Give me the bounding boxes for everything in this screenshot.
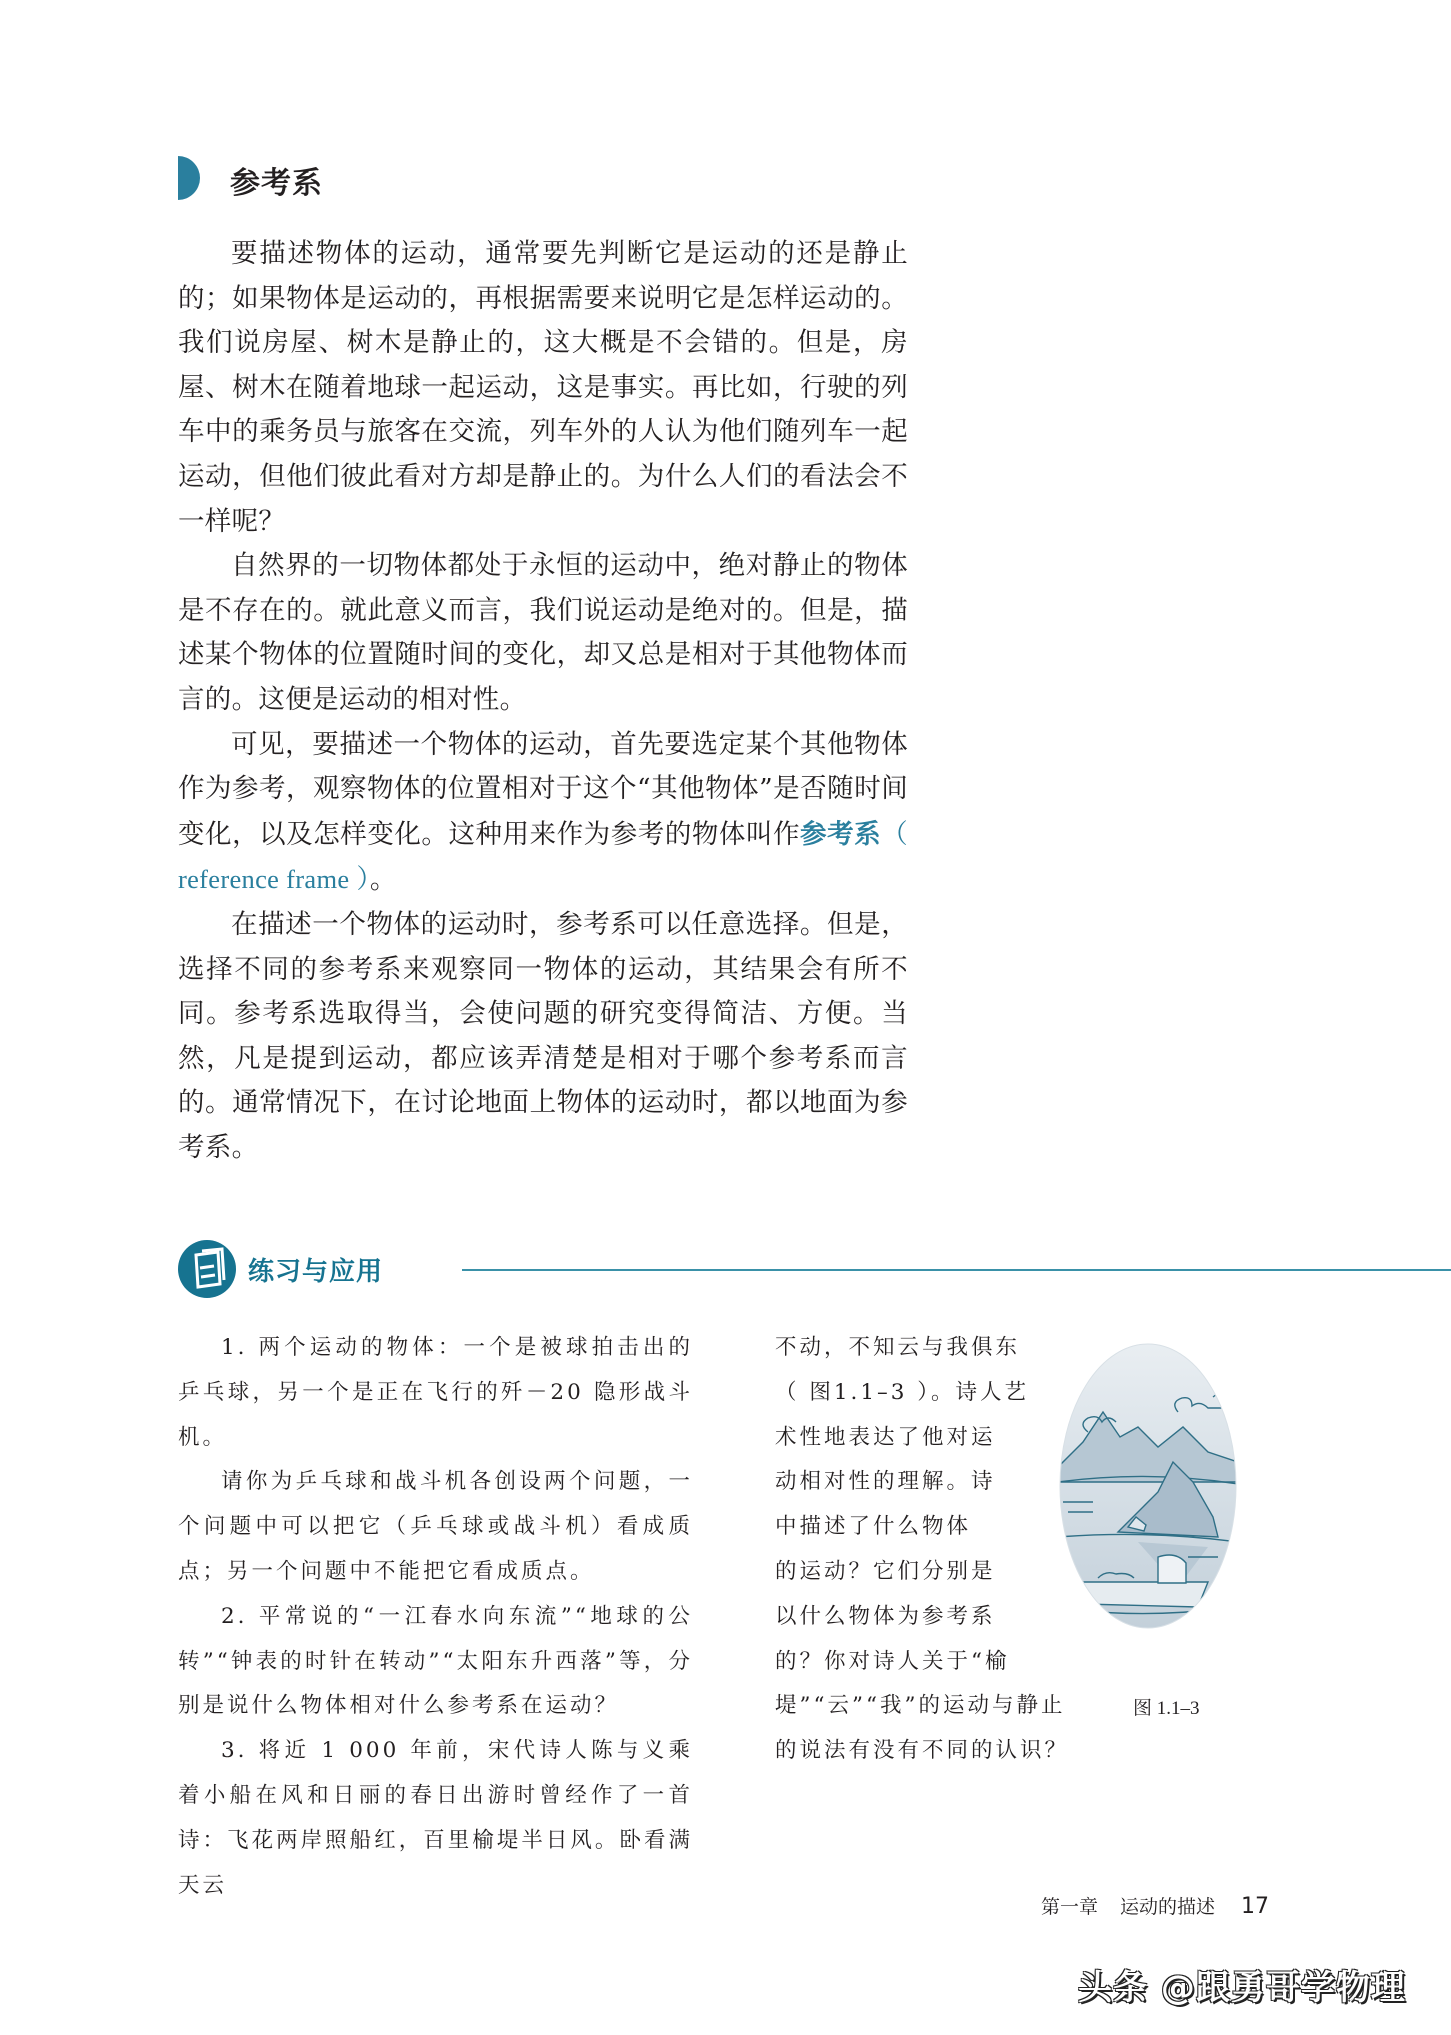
key-term: 参考系 [800,818,882,850]
exercise-column-left [178,1326,693,1908]
exercise-title: 练习与应用 [248,1256,384,1287]
paragraph-definition [178,723,908,903]
heading-divider [462,1269,1451,1271]
question-3-line: 堤”“云”“我”的运动与静止 [775,1693,1066,1719]
page-footer [1041,1892,1269,1919]
paragraph-text: 可见，要描述一个物体的运动，首先要选定某个其他物体作为参考，观察物体的位置相对于这个“其他物体”是否随时间变化，以及怎样变化。这种用来作为参考的物体叫作 [178,728,908,850]
key-term-english: （ reference frame ） [178,818,908,895]
question-3-line: 的说法有没有不同的认识？ [775,1738,1070,1764]
section-marker-icon [178,156,200,200]
punctuation: 。 [369,864,397,896]
section-body [178,232,908,1170]
question-3-line: 以什么物体为参考系 [775,1603,996,1629]
section-title: 参考系 [230,166,323,201]
question-3: 3. 将近 1 000 年前，宋代诗人陈与义乘着小船在风和日丽的春日出游时曾经作了一首诗：飞花两岸照船红，百里榆堤半日风。卧看满天云 [178,1738,693,1898]
paragraph: 要描述物体的运动，通常要先判断它是运动的还是静止的；如果物体是运动的，再根据需要来说明它是怎样运动的。我们说房屋、树木是静止的，这大概是不会错的。但是，房屋、树木在随着地球一起运动，这是事实。再比如，行驶的列车中的乘务员与旅客在交流，列车外的人认为他们随列车一起运动，但他们彼此看对方却是静止的。为什么人们的看法会不一样呢？ [178,238,908,537]
question-3-line: 术性地表达了他对运 [775,1424,996,1450]
paragraph: 在描述一个物体的运动时，参考系可以任意选择。但是，选择不同的参考系来观察同一物体的运动，其结果会有所不同。参考系选取得当，会使问题的研究变得简洁、方便。当然，凡是提到运动，都应该弄清楚是相对于哪个参考系而言的。通常情况下，在讨论地面上物体的运动时，都以地面为参考系。 [178,908,908,1163]
question-2: 2. 平常说的“一江春水向东流”“地球的公转”“钟表的时针在转动”“太阳东升西落”等，分别是说什么物体相对什么参考系在运动？ [178,1603,693,1719]
exercise-heading [178,1240,383,1298]
question-3-line: 不动，不知云与我俱东 [775,1335,1021,1360]
question-1-prompt: 请你为乒乓球和战斗机各创设两个问题，一个问题中可以把它（乒乓球或战斗机）看成质点；另一个问题中不能把它看成质点。 [178,1469,693,1584]
question-1: 1. 两个运动的物体：一个是被球拍击出的乒乓球，另一个是正在飞行的歼－20 隐形战斗机。 [178,1335,693,1450]
question-3-line: （ 图1.1–3 ）。诗人艺 [775,1379,1030,1405]
chapter-label: 第一章 [1041,1896,1099,1918]
question-3-line: 的？你对诗人关于“榆 [775,1648,1010,1674]
section-heading [178,156,323,201]
question-3-line: 中描述了什么物体 [775,1514,972,1540]
exercise-column-right [775,1326,1095,1774]
question-3-line: 的运动？它们分别是 [775,1558,996,1584]
page-number: 17 [1241,1894,1270,1919]
paragraph: 自然界的一切物体都处于永恒的运动中，绝对静止的物体是不存在的。就此意义而言，我们说运动是绝对的。但是，描述某个物体的位置随时间的变化，却又总是相对于其他物体而言的。这便是运动的相对性。 [178,550,908,715]
question-3-line: 动相对性的理解。诗 [775,1469,996,1495]
watermark: 头条 @跟勇哥学物理 [1078,1968,1406,2008]
figure-illustration [1058,1342,1238,1630]
figure-caption: 图 1.1–3 [1133,1698,1200,1719]
exercise-book-icon [178,1240,236,1298]
chapter-title: 运动的描述 [1120,1896,1216,1918]
